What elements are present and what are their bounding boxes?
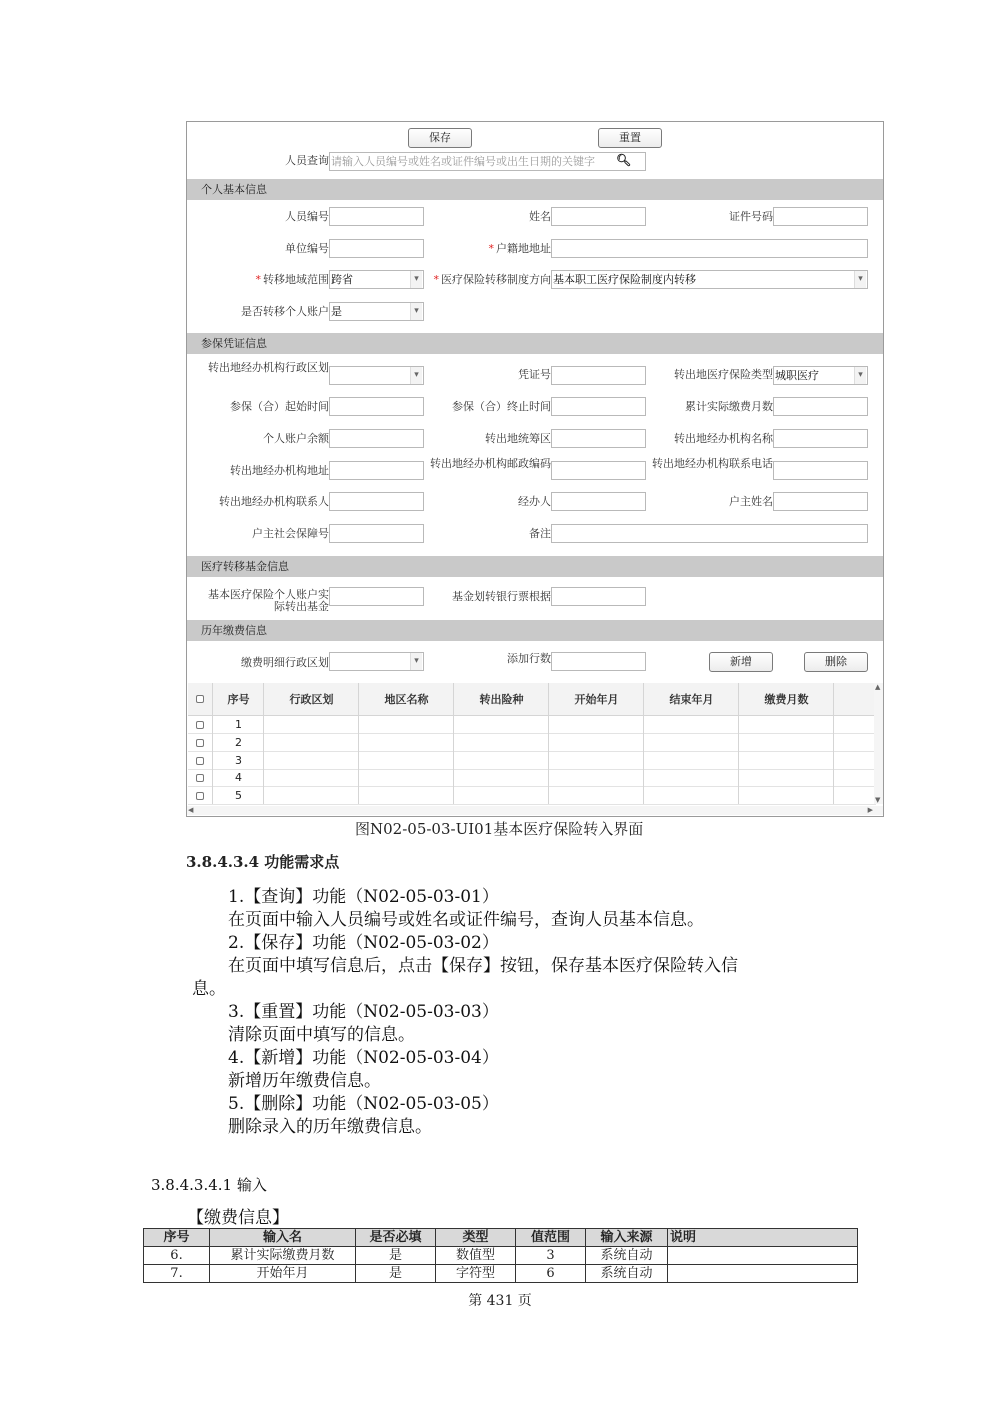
- unit-no-input[interactable]: [329, 239, 424, 258]
- pool-area-label: 转出地统筹区: [485, 432, 551, 445]
- table-cell: 系统自动: [586, 1247, 668, 1265]
- agency-contact-input[interactable]: [329, 492, 424, 511]
- agency-phone-input[interactable]: [773, 461, 868, 480]
- section-basic-info: 个人基本信息: [187, 179, 883, 200]
- account-fund-label: 基本医疗保险个人账户实际转出基金: [208, 588, 329, 613]
- unit-no-label: 单位编号: [285, 242, 329, 255]
- person-search-input[interactable]: 请输入人员编号或姓名或证件编号或出生日期的关键字: [329, 152, 646, 171]
- history-region-label: 缴费明细行政区划: [241, 656, 329, 669]
- requirement-desc: 清除页面中填写的信息。: [228, 1025, 415, 1045]
- column-header: 说明: [668, 1229, 858, 1247]
- bank-note-label: 基金划转银行票根据: [452, 590, 551, 603]
- reset-button[interactable]: 重置: [598, 128, 662, 148]
- column-divider: [188, 683, 213, 804]
- requirement-title: 4.【新增】功能（N02-05-03-04）: [228, 1048, 499, 1068]
- household-address-input[interactable]: [551, 239, 868, 258]
- voucher-no-label: 凭证号: [518, 368, 551, 381]
- transfer-scope-select[interactable]: 跨省 ▾: [329, 270, 424, 289]
- transfer-scope-label: * 转移地域范围: [255, 273, 329, 286]
- months-paid-label: 累计实际缴费月数: [685, 400, 773, 413]
- remark-label: 备注: [529, 527, 551, 540]
- section-heading: 3.8.4.3.4 功能需求点: [186, 853, 340, 871]
- table-row: [144, 1265, 858, 1283]
- table-cell: 字符型: [436, 1265, 516, 1283]
- id-no-input[interactable]: [773, 207, 868, 226]
- table-cell: 6: [516, 1265, 586, 1283]
- name-label: 姓名: [529, 210, 551, 223]
- column-header: 序号: [227, 693, 250, 706]
- column-header: 开始年月: [574, 693, 619, 706]
- row-index: 4: [235, 771, 242, 784]
- start-time-label: 参保（合）起始时间: [230, 400, 329, 413]
- column-header: 输入名: [210, 1229, 356, 1247]
- voucher-no-input[interactable]: [551, 366, 646, 385]
- handler-label: 经办人: [518, 495, 551, 508]
- row-index: 2: [235, 736, 242, 749]
- id-no-label: 证件号码: [729, 210, 773, 223]
- table-cell: [668, 1265, 858, 1283]
- transfer-direction-select[interactable]: 基本职工医疗保险制度内转移 ▾: [551, 270, 868, 289]
- table-cell: 3: [516, 1247, 586, 1265]
- query-label: 人员查询: [285, 154, 329, 167]
- agency-address-label: 转出地经办机构地址: [230, 464, 329, 477]
- months-paid-input[interactable]: [773, 397, 868, 416]
- horizontal-scrollbar[interactable]: [187, 806, 883, 815]
- save-button[interactable]: 保存: [408, 128, 472, 148]
- transfer-account-select[interactable]: 是 ▾: [329, 302, 424, 321]
- requirement-desc: 删除录入的历年缴费信息。: [228, 1117, 432, 1137]
- scroll-right-icon[interactable]: ▶: [867, 806, 873, 814]
- table-cell: 是: [356, 1265, 436, 1283]
- row-index: 5: [235, 789, 242, 802]
- start-time-input[interactable]: [329, 397, 424, 416]
- section-cert-info: 参保凭证信息: [187, 333, 883, 354]
- table-cell: [668, 1247, 858, 1265]
- account-balance-label: 个人账户余额: [263, 432, 329, 445]
- figure-caption: 图N02-05-03-UI01基本医疗保险转入界面: [355, 820, 644, 838]
- requirement-title: 3.【重置】功能（N02-05-03-03）: [228, 1002, 499, 1022]
- column-divider: [549, 683, 644, 804]
- page-number: 第 431 页: [468, 1293, 532, 1309]
- agency-name-input[interactable]: [773, 429, 868, 448]
- householder-name-label: 户主姓名: [729, 495, 773, 508]
- handler-input[interactable]: [551, 492, 646, 511]
- input-spec-table: [143, 1228, 858, 1283]
- add-rows-input[interactable]: [551, 652, 646, 671]
- agency-contact-label: 转出地经办机构联系人: [219, 495, 329, 508]
- out-region-select[interactable]: [329, 366, 424, 385]
- remark-input[interactable]: [551, 524, 868, 543]
- vertical-scrollbar[interactable]: [874, 683, 883, 804]
- row-index: 3: [235, 754, 242, 767]
- row-index: 1: [235, 718, 242, 731]
- pool-area-input[interactable]: [551, 429, 646, 448]
- householder-name-input[interactable]: [773, 492, 868, 511]
- column-header: 类型: [436, 1229, 516, 1247]
- householder-ssn-input[interactable]: [329, 524, 424, 543]
- end-time-label: 参保（合）终止时间: [452, 400, 551, 413]
- end-time-input[interactable]: [551, 397, 646, 416]
- history-region-select[interactable]: [329, 652, 424, 671]
- table-cell: 7.: [144, 1265, 210, 1283]
- bank-note-input[interactable]: [551, 587, 646, 606]
- person-no-label: 人员编号: [285, 210, 329, 223]
- scroll-left-icon[interactable]: ◀: [188, 806, 194, 814]
- householder-ssn-label: 户主社会保障号: [252, 527, 329, 540]
- table-cell: 6.: [144, 1247, 210, 1265]
- household-address-label: * 户籍地地址: [488, 242, 551, 255]
- scroll-down-icon[interactable]: ▼: [875, 796, 881, 804]
- add-button[interactable]: 新增: [709, 652, 773, 672]
- table-cell: 是: [356, 1247, 436, 1265]
- agency-postcode-input[interactable]: [551, 461, 646, 480]
- requirement-desc-continued: 息。: [192, 979, 226, 999]
- requirement-desc: 在页面中输入人员编号或姓名或证件编号，查询人员基本信息。: [228, 910, 704, 930]
- account-balance-input[interactable]: [329, 429, 424, 448]
- table-header-row: [144, 1229, 858, 1247]
- requirement-title: 1.【查询】功能（N02-05-03-01）: [228, 887, 499, 907]
- delete-button[interactable]: 删除: [804, 652, 868, 672]
- person-no-input[interactable]: [329, 207, 424, 226]
- column-header: 缴费月数: [764, 693, 809, 706]
- requirement-title: 5.【删除】功能（N02-05-03-05）: [228, 1094, 499, 1114]
- column-header: 是否必填: [356, 1229, 436, 1247]
- requirement-title: 2.【保存】功能（N02-05-03-02）: [228, 933, 499, 953]
- column-header: 结束年月: [669, 693, 714, 706]
- agency-address-input[interactable]: [329, 461, 424, 480]
- column-divider: [359, 683, 454, 804]
- column-divider: [264, 683, 359, 804]
- out-region-label: 转出地经办机构行政区划: [208, 361, 329, 374]
- insurance-transfer-form: [186, 121, 884, 817]
- requirement-desc: 在页面中填写信息后，点击【保存】按钮，保存基本医疗保险转入信: [228, 956, 738, 976]
- table-cell: 数值型: [436, 1247, 516, 1265]
- requirement-desc: 新增历年缴费信息。: [228, 1071, 381, 1091]
- column-header: 序号: [144, 1229, 210, 1247]
- column-divider: [454, 683, 549, 804]
- out-insurance-type-select[interactable]: 城职医疗 ▾: [773, 366, 868, 385]
- transfer-direction-label: * 医疗保险转移制度方向: [433, 273, 551, 286]
- table-cell: 系统自动: [586, 1265, 668, 1283]
- agency-name-label: 转出地经办机构名称: [674, 432, 773, 445]
- name-input[interactable]: [551, 207, 646, 226]
- column-header: 行政区划: [289, 693, 334, 706]
- table-cell: 开始年月: [210, 1265, 356, 1283]
- payment-history-table: [188, 683, 876, 804]
- column-header: 地区名称: [384, 693, 429, 706]
- column-divider: [213, 683, 264, 804]
- table-row: [144, 1247, 858, 1265]
- column-divider: [739, 683, 834, 804]
- scroll-up-icon[interactable]: ▲: [875, 683, 881, 691]
- search-icon[interactable]: 🔍︎: [616, 153, 632, 167]
- section-fund-info: 医疗转移基金信息: [187, 556, 883, 577]
- subheading: 3.8.4.3.4.1 输入: [151, 1176, 267, 1194]
- column-header: 输入来源: [586, 1229, 668, 1247]
- column-header: 值范围: [516, 1229, 586, 1247]
- agency-phone-label: 转出地经办机构联系电话: [652, 457, 773, 470]
- account-fund-input[interactable]: [329, 587, 424, 606]
- column-header: 转出险种: [479, 693, 524, 706]
- table-title: 【缴费信息】: [187, 1208, 289, 1228]
- out-insurance-type-label: 转出地医疗保险类型: [674, 368, 773, 381]
- section-history: 历年缴费信息: [187, 620, 883, 641]
- column-divider: [644, 683, 739, 804]
- agency-postcode-label: 转出地经办机构邮政编码: [430, 457, 551, 470]
- transfer-account-label: 是否转移个人账户: [241, 305, 329, 318]
- add-rows-label: 添加行数: [507, 652, 551, 665]
- table-cell: 累计实际缴费月数: [210, 1247, 356, 1265]
